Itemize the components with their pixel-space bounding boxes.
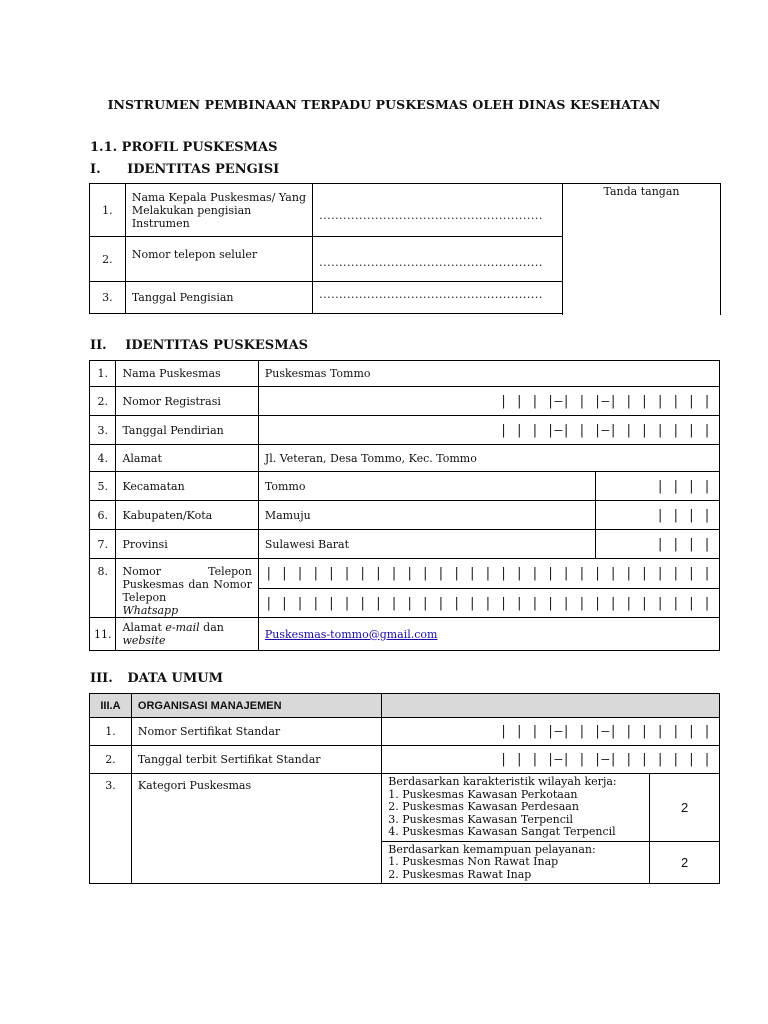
row-number: 7. bbox=[90, 530, 116, 559]
row-number: 3. bbox=[90, 774, 132, 884]
phone-field[interactable]: ........................................................ bbox=[313, 237, 563, 282]
table-row bbox=[90, 416, 720, 445]
section-number: III. bbox=[90, 671, 113, 686]
table-row bbox=[90, 501, 720, 530]
row-number: 3. bbox=[90, 416, 116, 445]
row-label: Nama Kepala Puskesmas/ Yang Melakukan pengisian Instrumen bbox=[125, 184, 312, 237]
email-link[interactable]: Puskesmas-tommo@gmail.com bbox=[264, 627, 438, 641]
table-row bbox=[90, 746, 720, 774]
whatsapp-label: Whatsapp bbox=[122, 604, 179, 617]
email-label-em: e-mail bbox=[165, 621, 200, 634]
signature-label: Tanda tangan bbox=[603, 185, 680, 198]
list-item: 1. Puskesmas Kawasan Perkotaan bbox=[388, 787, 578, 801]
phone-label: Nomor Telepon Puskesmas dan Nomor Telepon bbox=[122, 565, 252, 604]
table-row bbox=[90, 718, 720, 746]
kabupaten-code-boxes[interactable]: | | | | bbox=[595, 501, 719, 530]
table-row bbox=[90, 472, 720, 501]
header-label: ORGANISASI MANAJEMEN bbox=[131, 694, 381, 718]
founding-date-boxes[interactable]: | | | |–| | |–| | | | | | | bbox=[258, 416, 719, 445]
section-identitas-puskesmas bbox=[90, 338, 308, 353]
row-label: Alamat bbox=[116, 445, 258, 472]
row-label: Tanggal Pengisian bbox=[125, 282, 312, 314]
table-row bbox=[90, 282, 563, 314]
category-wilayah-value[interactable]: 2 bbox=[650, 774, 720, 842]
row-number: 5. bbox=[90, 472, 116, 501]
provinsi-value[interactable]: Sulawesi Barat bbox=[258, 530, 595, 559]
list-item: 1. Puskesmas Non Rawat Inap bbox=[388, 855, 559, 868]
section-data-umum bbox=[90, 671, 223, 686]
provinsi-code-boxes[interactable]: | | | | bbox=[595, 530, 719, 559]
row-number: 2. bbox=[90, 387, 116, 416]
email-value bbox=[258, 618, 719, 651]
row-number: 2. bbox=[90, 746, 132, 774]
table-header-row bbox=[90, 694, 720, 718]
row-number: 6. bbox=[90, 501, 116, 530]
category-pelayanan-value[interactable]: 2 bbox=[650, 841, 720, 884]
table-row bbox=[90, 387, 720, 416]
section-label: IDENTITAS PENGISI bbox=[127, 162, 280, 177]
row-label: Kategori Puskesmas bbox=[131, 774, 381, 884]
registration-number-boxes[interactable]: | | | |–| | |–| | | | | | | bbox=[258, 387, 719, 416]
row-label: Nomor Registrasi bbox=[116, 387, 258, 416]
identitas-pengisi-table bbox=[89, 183, 563, 314]
header-value bbox=[382, 694, 720, 718]
header-number: III.A bbox=[90, 694, 132, 718]
row-label: Provinsi bbox=[116, 530, 258, 559]
table-row bbox=[90, 618, 720, 651]
row-label: Kecamatan bbox=[116, 472, 258, 501]
row-label: Tanggal terbit Sertifikat Standar bbox=[131, 746, 381, 774]
email-label-part: Alamat bbox=[122, 621, 166, 634]
table-row bbox=[90, 559, 720, 589]
section-number: II. bbox=[90, 338, 107, 353]
row-label bbox=[116, 618, 258, 651]
row-label: Kabupaten/Kota bbox=[116, 501, 258, 530]
section-profil-puskesmas: 1.1. PROFIL PUSKESMAS bbox=[90, 140, 278, 155]
row-number: 11. bbox=[90, 618, 116, 651]
row-number: 8. bbox=[90, 559, 116, 618]
row-number: 1. bbox=[90, 361, 116, 387]
kecamatan-code-boxes[interactable]: | | | | bbox=[595, 472, 719, 501]
row-number: 2. bbox=[90, 237, 126, 282]
section-number: I. bbox=[90, 162, 101, 177]
whatsapp-number-boxes[interactable]: | | | | | | | | | | | | | | | | | | | | | | | | | | | | | bbox=[258, 589, 719, 618]
email-label-part: dan bbox=[199, 621, 224, 634]
table-row bbox=[90, 184, 563, 237]
name-field[interactable]: ........................................................ bbox=[313, 184, 563, 237]
row-label: Nomor Sertifikat Standar bbox=[131, 718, 381, 746]
signature-box[interactable] bbox=[562, 183, 721, 315]
table-row bbox=[90, 361, 720, 387]
row-number: 1. bbox=[90, 184, 126, 237]
certificate-date-boxes[interactable]: | | | |–| | |–| | | | | | | bbox=[382, 746, 720, 774]
list-title: Berdasarkan kemampuan pelayanan: bbox=[388, 842, 596, 856]
row-number: 1. bbox=[90, 718, 132, 746]
section-label: IDENTITAS PUSKESMAS bbox=[125, 338, 309, 353]
list-item: 4. Puskesmas Kawasan Sangat Terpencil bbox=[388, 825, 616, 838]
data-umum-table bbox=[89, 693, 720, 884]
date-field[interactable]: ........................................................ bbox=[313, 282, 563, 314]
table-row bbox=[90, 237, 563, 282]
phone-number-boxes[interactable]: | | | | | | | | | | | | | | | | | | | | | | | | | | | | | bbox=[258, 559, 719, 589]
row-label: Nomor telepon seluler bbox=[125, 237, 312, 282]
row-number: 4. bbox=[90, 445, 116, 472]
row-label: Tanggal Pendirian bbox=[116, 416, 258, 445]
list-item: 2. Puskesmas Kawasan Perdesaan bbox=[388, 800, 579, 813]
category-list-wilayah bbox=[382, 774, 650, 842]
section-identitas-pengisi bbox=[90, 162, 279, 177]
table-row bbox=[90, 530, 720, 559]
category-list-pelayanan bbox=[382, 841, 650, 884]
kecamatan-value[interactable]: Tommo bbox=[258, 472, 595, 501]
website-label-em: website bbox=[122, 634, 166, 647]
row-label bbox=[116, 559, 258, 618]
certificate-number-boxes[interactable]: | | | |–| | |–| | | | | | | bbox=[382, 718, 720, 746]
table-row bbox=[90, 445, 720, 472]
document-title: INSTRUMEN PEMBINAAN TERPADU PUSKESMAS OLEH DINAS KESEHATAN bbox=[107, 97, 661, 112]
row-number: 3. bbox=[90, 282, 126, 314]
address-value[interactable]: Jl. Veteran, Desa Tommo, Kec. Tommo bbox=[258, 445, 719, 472]
row-label: Nama Puskesmas bbox=[116, 361, 258, 387]
list-item: 2. Puskesmas Rawat Inap bbox=[388, 867, 532, 881]
list-title: Berdasarkan karakteristik wilayah kerja: bbox=[388, 775, 617, 788]
section-label: DATA UMUM bbox=[127, 671, 223, 686]
table-row bbox=[90, 774, 720, 842]
list-item: 3. Puskesmas Kawasan Terpencil bbox=[388, 812, 573, 826]
identitas-puskesmas-table bbox=[89, 360, 720, 651]
puskesmas-name-value[interactable]: Puskesmas Tommo bbox=[258, 361, 719, 387]
kabupaten-value[interactable]: Mamuju bbox=[258, 501, 595, 530]
